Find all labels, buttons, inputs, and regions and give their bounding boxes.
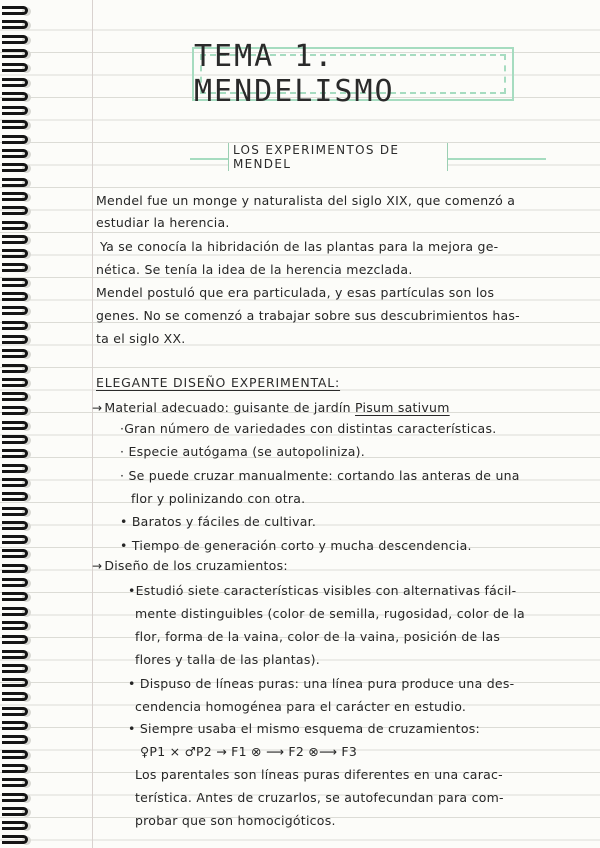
binding-ring bbox=[2, 835, 28, 844]
intro-line: ta el siglo XX. bbox=[96, 331, 186, 346]
binding-ring bbox=[2, 349, 28, 358]
binding-ring bbox=[2, 35, 28, 44]
binding-ring bbox=[2, 278, 28, 287]
design-text: mente distinguibles (color de semilla, rugosidad, color de la bbox=[135, 606, 525, 621]
binding-ring bbox=[2, 807, 28, 816]
binding-ring bbox=[2, 735, 28, 744]
material-bullet: • Baratos y fáciles de cultivar. bbox=[120, 514, 317, 529]
binding-ring bbox=[2, 750, 28, 759]
binding-ring bbox=[2, 564, 28, 573]
binding-ring bbox=[2, 206, 28, 215]
binding-ring bbox=[2, 692, 28, 701]
binding-ring bbox=[2, 378, 28, 387]
binding-ring bbox=[2, 78, 28, 87]
binding-ring bbox=[2, 435, 28, 444]
binding-ring bbox=[2, 20, 28, 29]
binding-ring bbox=[2, 449, 28, 458]
binding-ring bbox=[2, 621, 28, 630]
material-bullet: • Tiempo de generación corto y mucha descendencia. bbox=[120, 538, 472, 553]
binding-ring bbox=[2, 49, 28, 58]
binding-ring bbox=[2, 321, 28, 330]
design-text: • Dispuso de líneas puras: una línea pura produce una des- bbox=[128, 676, 515, 691]
binding-ring bbox=[2, 263, 28, 272]
binding-ring bbox=[2, 120, 28, 129]
binding-ring bbox=[2, 578, 28, 587]
design-line bbox=[92, 558, 288, 573]
design-text: Los parentales son líneas puras diferentes en una carac- bbox=[135, 767, 503, 782]
design-text: • Siempre usaba el mismo esquema de cruzamientos: bbox=[128, 721, 480, 736]
material-line bbox=[92, 400, 450, 415]
binding-ring bbox=[2, 364, 28, 373]
binding-ring bbox=[2, 106, 28, 115]
arrow-icon: → bbox=[92, 401, 103, 415]
binding-ring bbox=[2, 192, 28, 201]
spiral-binding bbox=[0, 0, 34, 848]
species-name: Pisum sativum bbox=[355, 400, 450, 415]
binding-ring bbox=[2, 464, 28, 473]
binding-ring bbox=[2, 421, 28, 430]
binding-ring bbox=[2, 163, 28, 172]
binding-ring bbox=[2, 249, 28, 258]
design-text: flores y talla de las plantas). bbox=[135, 652, 320, 667]
binding-ring bbox=[2, 63, 28, 72]
section-title: LOS EXPERIMENTOS DE MENDEL bbox=[229, 143, 447, 171]
margin-line bbox=[92, 0, 93, 848]
intro-line: estudiar la herencia. bbox=[96, 215, 230, 230]
intro-line: genes. No se comenzó a trabajar sobre sus descubrimientos has- bbox=[96, 308, 520, 323]
binding-ring bbox=[2, 392, 28, 401]
subtitle-banner bbox=[190, 143, 550, 173]
intro-line: Mendel fue un monge y naturalista del siglo XIX, que comenzó a bbox=[96, 193, 516, 208]
material-label: Material adecuado: guisante de jardín bbox=[104, 400, 351, 415]
material-bullet: flor y polinizando con otra. bbox=[131, 491, 306, 506]
design-text: probar que son homocigóticos. bbox=[135, 813, 336, 828]
design-label: Diseño de los cruzamientos: bbox=[104, 558, 288, 573]
binding-ring bbox=[2, 492, 28, 501]
binding-ring bbox=[2, 406, 28, 415]
binding-ring bbox=[2, 306, 28, 315]
binding-ring bbox=[2, 635, 28, 644]
material-bullet: · Se puede cruzar manualmente: cortando las anteras de una bbox=[120, 468, 520, 483]
material-bullet: ·Gran número de variedades con distintas características. bbox=[120, 421, 497, 436]
binding-ring bbox=[2, 135, 28, 144]
binding-ring bbox=[2, 664, 28, 673]
binding-ring bbox=[2, 149, 28, 158]
binding-ring bbox=[2, 778, 28, 787]
binding-ring bbox=[2, 764, 28, 773]
binding-ring bbox=[2, 793, 28, 802]
design-text: •Estudió siete características visibles con alternativas fácil- bbox=[128, 583, 517, 598]
design-text: terística. Antes de cruzarlos, se autofecundan para com- bbox=[135, 790, 504, 805]
page-title: TEMA 1. MENDELISMO bbox=[194, 39, 395, 109]
binding-ring bbox=[2, 235, 28, 244]
binding-ring bbox=[2, 6, 28, 15]
binding-ring bbox=[2, 678, 28, 687]
material-bullet: · Especie autógama (se autopoliniza). bbox=[120, 444, 365, 459]
binding-ring bbox=[2, 178, 28, 187]
binding-ring bbox=[2, 721, 28, 730]
intro-line: Mendel postuló que era particulada, y esas partículas son los bbox=[96, 285, 495, 300]
binding-ring bbox=[2, 650, 28, 659]
binding-ring bbox=[2, 549, 28, 558]
intro-line: nética. Se tenía la idea de la herencia mezclada. bbox=[96, 262, 413, 277]
section-heading: ELEGANTE DISEÑO EXPERIMENTAL: bbox=[96, 375, 341, 390]
binding-ring bbox=[2, 335, 28, 344]
binding-ring bbox=[2, 592, 28, 601]
cross-scheme: ♀P1 × ♂P2 → F1 ⊗ ⟶ F2 ⊗⟶ F3 bbox=[140, 744, 358, 759]
arrow-icon: → bbox=[92, 559, 103, 573]
title-banner bbox=[192, 39, 514, 109]
binding-ring bbox=[2, 607, 28, 616]
binding-ring bbox=[2, 507, 28, 516]
binding-ring bbox=[2, 521, 28, 530]
subtitle-box bbox=[228, 143, 448, 171]
binding-ring bbox=[2, 535, 28, 544]
binding-ring bbox=[2, 478, 28, 487]
binding-ring bbox=[2, 221, 28, 230]
design-text: cendencia homogénea para el carácter en estudio. bbox=[135, 699, 467, 714]
design-text: flor, forma de la vaina, color de la vaina, posición de las bbox=[135, 629, 501, 644]
binding-ring bbox=[2, 92, 28, 101]
binding-ring bbox=[2, 821, 28, 830]
binding-ring bbox=[2, 292, 28, 301]
binding-ring bbox=[2, 707, 28, 716]
intro-line: Ya se conocía la hibridación de las plantas para la mejora ge- bbox=[100, 239, 499, 254]
